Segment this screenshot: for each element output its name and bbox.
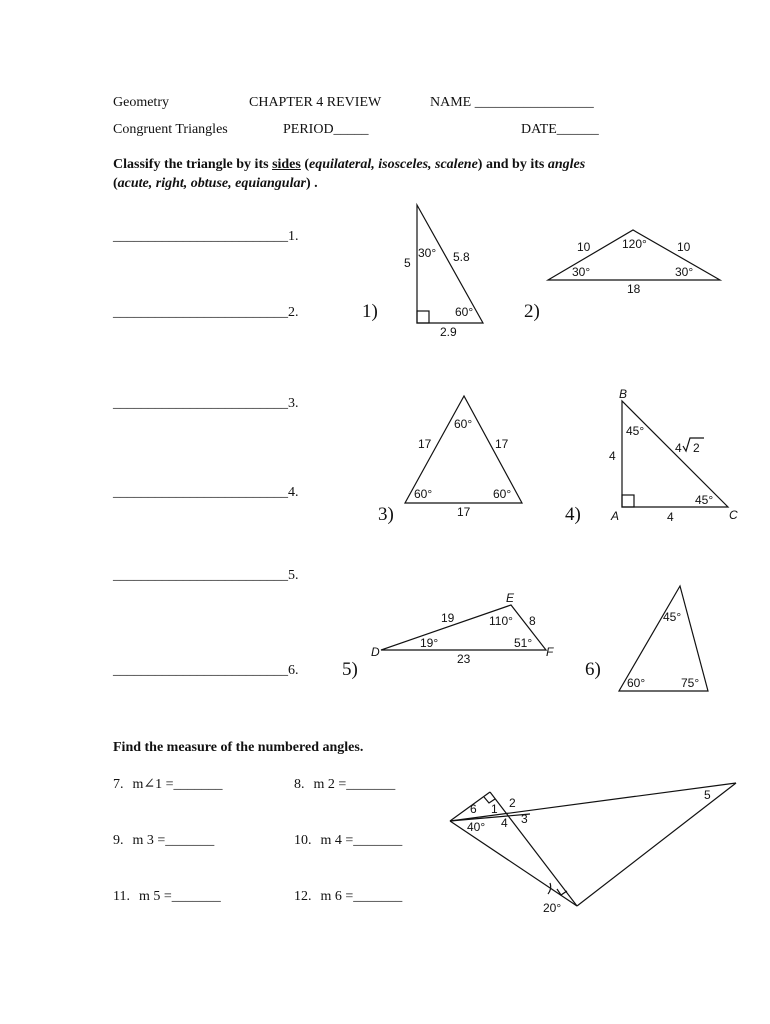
triangle-figure-4: [600, 385, 750, 525]
instruction-text-d: (: [113, 176, 118, 191]
triangle-figure-2: [540, 222, 730, 302]
f4-hyp-coef: 4: [675, 441, 682, 455]
name-field[interactable]: NAME _________________: [430, 95, 594, 110]
f5-vertex-e: E: [506, 591, 515, 605]
right-angle-mark: [622, 495, 634, 507]
angle-label-2: 2: [509, 796, 516, 810]
question-11: [113, 889, 221, 905]
figure-number-6: 6): [585, 659, 601, 680]
answer-line-6[interactable]: _________________________6.: [113, 663, 299, 678]
f5-angle-f: 51°: [514, 636, 533, 650]
f2-angle-top: 120°: [622, 237, 647, 251]
figure-number-2: 2): [524, 301, 540, 322]
f5-angle-d: 19°: [420, 636, 439, 650]
answer-line-5[interactable]: _________________________5.: [113, 568, 299, 583]
f1-side-left: 5: [404, 256, 411, 270]
question-12-answer[interactable]: m 6 =_______: [320, 889, 403, 904]
f4-vertex-a: A: [611, 509, 620, 523]
question-8-number: 8.: [294, 777, 305, 792]
f2-angle-left: 30°: [572, 265, 591, 279]
triangle-figure-6: [612, 578, 717, 698]
chapter-title: CHAPTER 4 REVIEW: [249, 95, 382, 110]
angle-label-6: 6: [470, 802, 477, 816]
f6-angle-left: 60°: [627, 676, 646, 690]
angle-label-5: 5: [704, 788, 711, 802]
question-11-number: 11.: [113, 889, 130, 904]
figure-number-4: 4): [565, 504, 581, 525]
answer-line-4[interactable]: _________________________4.: [113, 485, 299, 500]
course-label: Geometry: [113, 95, 169, 110]
f2-side-left: 10: [577, 240, 591, 254]
instruction-angles: angles: [547, 157, 586, 172]
angles-figure: [440, 775, 745, 920]
angle-label-40: 40°: [467, 820, 486, 834]
figure-number-3: 3): [378, 504, 394, 525]
question-12-number: 12.: [294, 889, 312, 904]
f6-angle-top: 45°: [663, 610, 682, 624]
f4-side-left: 4: [609, 449, 616, 463]
classify-instruction-line2: [113, 176, 318, 192]
angle-arc-20: [548, 883, 551, 894]
f5-side-df: 23: [457, 652, 471, 666]
answer-line-2[interactable]: _________________________2.: [113, 305, 299, 320]
instruction-text-b: (: [300, 157, 310, 172]
f4-vertex-c: C: [729, 508, 738, 522]
angle-label-4: 4: [501, 816, 508, 830]
topic-label: Congruent Triangles: [113, 122, 228, 137]
instruction-text-a: Classify the triangle by its: [113, 157, 273, 172]
question-9-answer[interactable]: m 3 =_______: [132, 833, 215, 848]
question-7-answer[interactable]: m∠1 =_______: [132, 777, 223, 792]
f1-angle-top: 30°: [418, 246, 437, 260]
answer-line-3[interactable]: _________________________3.: [113, 396, 299, 411]
f4-hyp-rad: 2: [693, 441, 700, 455]
instruction-text-c: ) and by its: [477, 157, 548, 172]
instruction-text-e: ) .: [305, 176, 318, 191]
f3-side-left: 17: [418, 437, 432, 451]
instruction-angle-types: acute, right, obtuse, equiangular: [117, 176, 306, 191]
question-9: [113, 833, 214, 849]
figure-number-1: 1): [362, 301, 378, 322]
f2-angle-right: 30°: [675, 265, 694, 279]
question-10: [294, 833, 402, 849]
question-8: [294, 777, 395, 793]
question-8-answer[interactable]: m 2 =_______: [313, 777, 396, 792]
f2-side-bottom: 18: [627, 282, 641, 296]
f4-side-bottom: 4: [667, 510, 674, 524]
f4-angle-b: 45°: [626, 424, 645, 438]
question-7-number: 7.: [113, 777, 124, 792]
classify-instruction-line1: [113, 157, 585, 173]
figure-number-5: 5): [342, 659, 358, 680]
f5-angle-e: 110°: [489, 614, 513, 628]
f5-vertex-d: D: [371, 645, 380, 659]
question-10-number: 10.: [294, 833, 312, 848]
right-angle-mark: [417, 311, 429, 323]
angle-label-20: 20°: [543, 901, 562, 915]
period-field[interactable]: PERIOD_____: [283, 122, 369, 137]
answer-line-1[interactable]: _________________________1.: [113, 229, 299, 244]
question-7: [113, 777, 223, 793]
triangle-figure-5: [368, 590, 563, 670]
question-12: [294, 889, 402, 905]
f5-vertex-f: F: [546, 645, 554, 659]
f3-side-right: 17: [495, 437, 509, 451]
f5-side-de: 19: [441, 611, 455, 625]
f3-angle-right: 60°: [493, 487, 512, 501]
line-inner: [450, 814, 530, 821]
triangle-figure-1: [380, 195, 500, 345]
angle-label-3: 3: [521, 812, 528, 826]
triangle-figure-3: [398, 390, 533, 525]
f3-side-bottom: 17: [457, 505, 471, 519]
f4-vertex-b: B: [619, 387, 628, 401]
f3-angle-top: 60°: [454, 417, 473, 431]
instruction-side-types: equilateral, isosceles, scalene: [309, 157, 478, 172]
f4-side-hyp: [675, 438, 704, 455]
question-9-number: 9.: [113, 833, 124, 848]
line-middle: [490, 792, 577, 906]
f5-side-ef: 8: [529, 614, 536, 628]
f6-angle-right: 75°: [681, 676, 700, 690]
question-11-answer[interactable]: m 5 =_______: [138, 889, 221, 904]
instruction-sides: sides: [272, 157, 301, 172]
question-10-answer[interactable]: m 4 =_______: [320, 833, 403, 848]
f4-angle-c: 45°: [695, 493, 714, 507]
f2-side-right: 10: [677, 240, 691, 254]
angle-label-1: 1: [491, 802, 498, 816]
angles-section-title: Find the measure of the numbered angles.: [113, 740, 364, 755]
date-field[interactable]: DATE______: [521, 122, 599, 137]
f1-side-bottom: 2.9: [440, 325, 457, 339]
f1-side-hyp: 5.8: [453, 250, 470, 264]
f3-angle-left: 60°: [414, 487, 433, 501]
f1-angle-right: 60°: [455, 305, 474, 319]
